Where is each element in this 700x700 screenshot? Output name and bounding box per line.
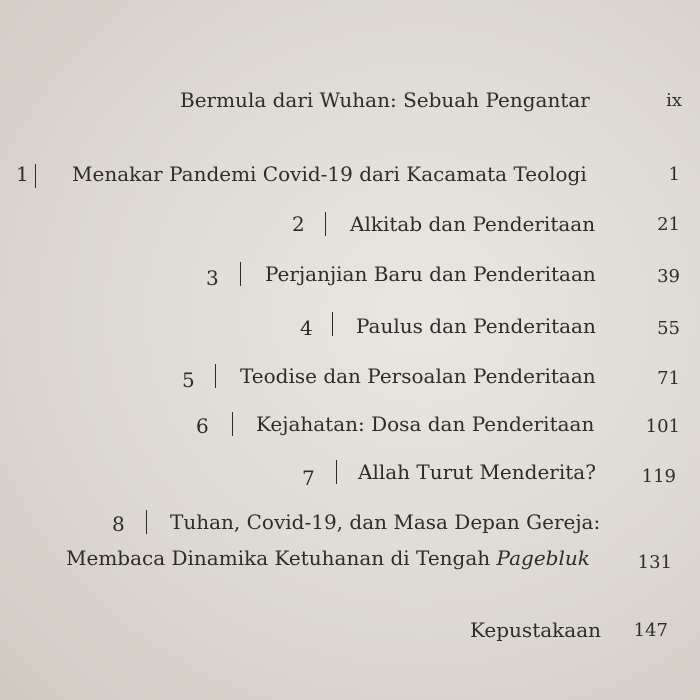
toc-entry-page: 39 <box>657 266 680 287</box>
toc-entry-title: Kejahatan: Dosa dan Penderitaan <box>256 412 595 436</box>
divider <box>232 412 233 436</box>
toc-entry-title: Bermula dari Wuhan: Sebuah Pengantar <box>180 88 590 112</box>
toc-entry-title: Teodise dan Persoalan Penderitaan <box>240 364 596 388</box>
toc-entry-title: Allah Turut Menderita? <box>358 460 596 484</box>
toc-entry-title: Perjanjian Baru dan Penderitaan <box>265 262 596 286</box>
toc-entry-page: 131 <box>637 552 672 573</box>
toc-entry-title: Paulus dan Penderitaan <box>356 314 596 338</box>
divider <box>336 460 337 484</box>
toc-entry-title-line2-italic: Pagebluk <box>496 546 590 570</box>
toc-entry-title: Tuhan, Covid-19, dan Masa Depan Gereja: <box>170 510 601 534</box>
toc-entry-title-line2 <box>66 546 590 570</box>
chapter-number: 6 <box>196 414 209 438</box>
chapter-number: 5 <box>182 368 195 392</box>
chapter-number: 1 <box>16 162 29 186</box>
toc-entry-page: 71 <box>657 368 680 389</box>
chapter-number: 4 <box>300 316 313 340</box>
toc-entry-page: 101 <box>645 416 680 437</box>
divider <box>332 312 333 336</box>
chapter-number: 3 <box>206 266 219 290</box>
divider <box>325 212 326 236</box>
toc-entry-page: 147 <box>633 620 668 641</box>
toc-entry-title: Menakar Pandemi Covid-19 dari Kacamata Teologi <box>72 162 587 186</box>
toc-entry-page: 55 <box>657 318 680 339</box>
toc-entry-page: 119 <box>641 466 676 487</box>
chapter-number: 7 <box>302 466 315 490</box>
toc-entry-title: Alkitab dan Penderitaan <box>350 212 596 236</box>
divider <box>215 364 216 388</box>
toc-entry-page: ix <box>666 90 682 111</box>
divider <box>240 262 241 286</box>
chapter-number: 8 <box>112 512 125 536</box>
divider <box>35 164 36 188</box>
divider <box>146 510 147 534</box>
toc-entry-page: 21 <box>657 214 680 235</box>
chapter-number: 2 <box>292 212 305 236</box>
toc-entry-title-line2-text: Membaca Dinamika Ketuhanan di Tengah <box>66 546 491 570</box>
toc-entry-page: 1 <box>668 164 680 185</box>
toc-entry-title: Kepustakaan <box>470 618 601 642</box>
